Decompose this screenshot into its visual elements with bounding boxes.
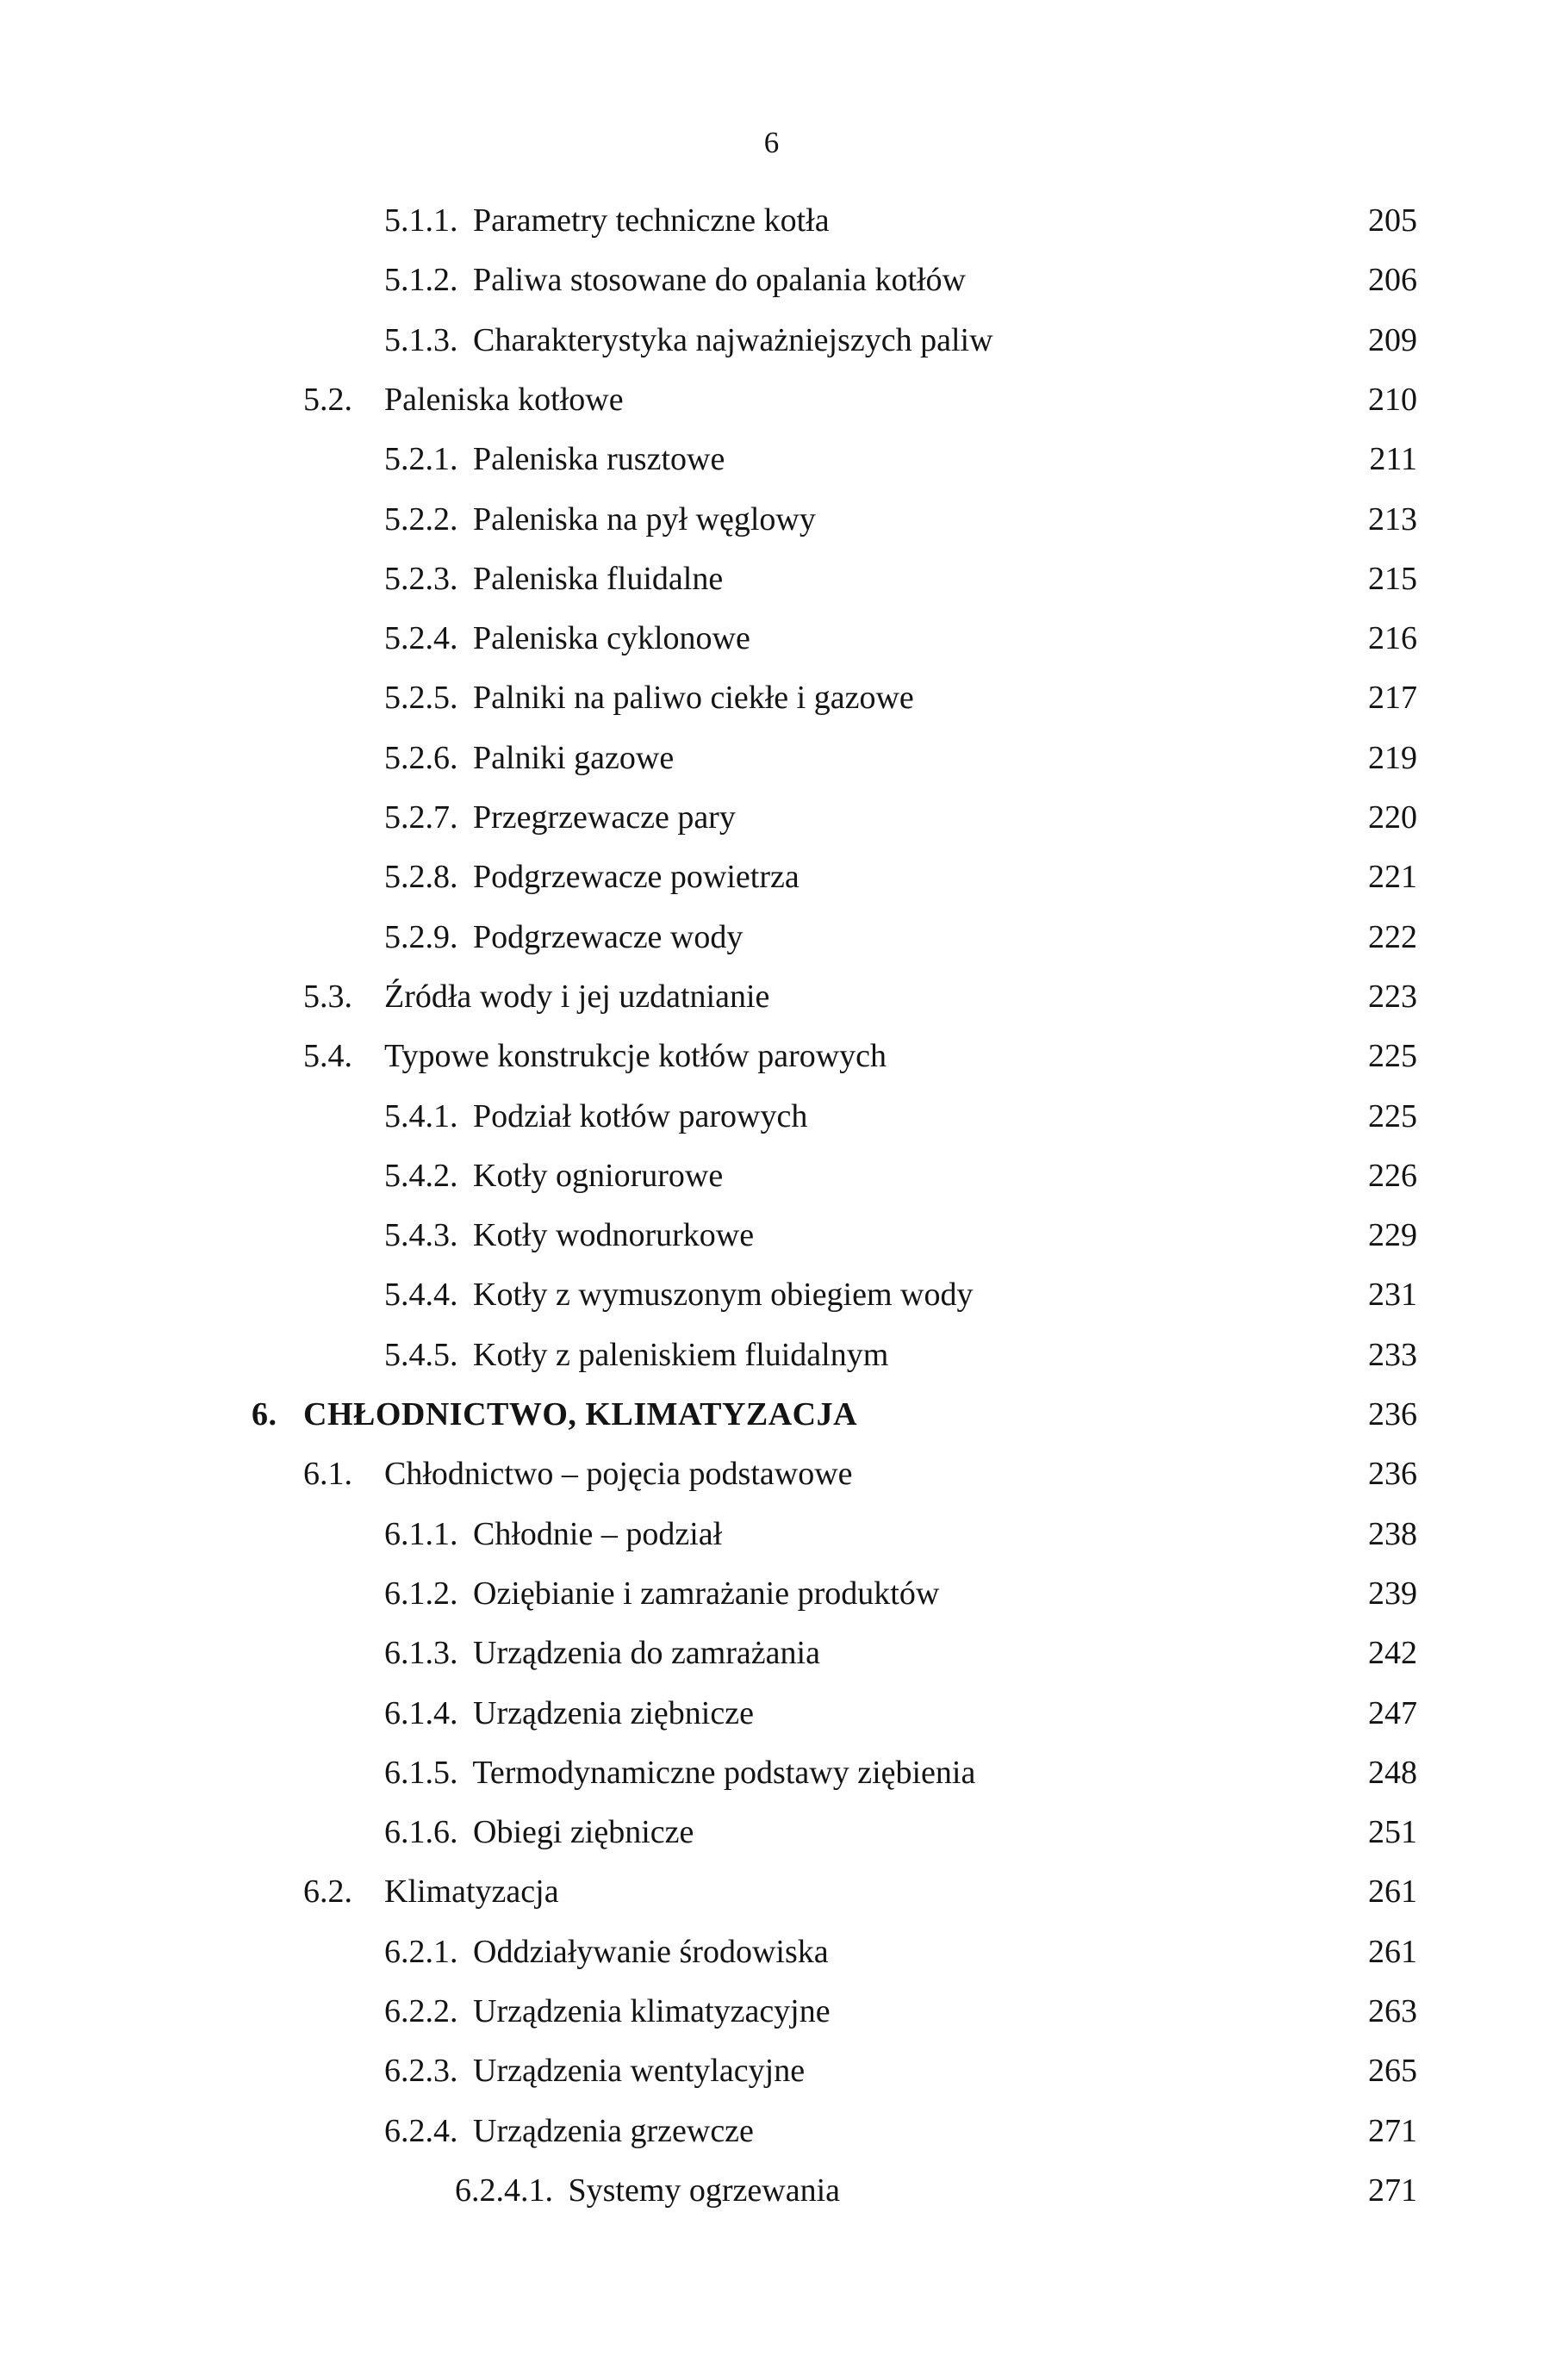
toc-entry [0,1810,1543,1855]
toc-entry-number: 6.1.3. [384,1635,458,1671]
toc-entry-text [252,1392,857,1437]
toc-entry-number: 6.2.1. [384,1934,458,1970]
toc-entry [0,377,1543,422]
toc-entry-text [384,1989,831,2034]
toc-entry-page-number: 205 [1368,202,1417,239]
toc-entry-text [384,1691,754,1736]
toc-entry-text [384,1333,888,1377]
toc-entry [0,437,1543,482]
toc-entry [0,736,1543,780]
toc-entry-text [384,915,743,960]
toc-entry [0,2109,1543,2153]
toc-entry-number: 5.2.2. [384,501,458,538]
toc-entry-page-number: 247 [1368,1695,1417,1731]
toc-entry [0,198,1543,243]
toc-entry-number: 5.2.5. [384,680,458,716]
toc-entry-text [384,1272,973,1317]
toc-entry [0,1272,1543,1317]
toc-entry-number: 6.2.3. [384,2053,458,2089]
toc-entry-page-number: 261 [1368,1934,1417,1970]
toc-entry [0,2048,1543,2093]
toc-entry-title: Podgrzewacze wody [473,919,744,955]
toc-entry [0,1631,1543,1675]
toc-entry-text [303,377,624,422]
toc-entry-number: 6.2.2. [384,1993,458,2029]
toc-entry [0,497,1543,542]
toc-entry-text [384,497,816,542]
toc-entry-text [303,1034,887,1078]
toc-entry-title: Typowe konstrukcje kotłów parowych [384,1038,887,1074]
toc-entry [0,1869,1543,1914]
toc-entry-title: Paleniska fluidalne [473,561,724,597]
toc-entry-title: Podgrzewacze powietrza [473,859,799,895]
toc-entry [0,795,1543,840]
toc-entry-title: Paleniska rusztowe [473,441,725,477]
toc-entry-page-number: 210 [1368,382,1417,418]
toc-entry-page-number: 211 [1369,441,1417,477]
toc-entry-title: Oddziaływanie środowiska [473,1934,829,1970]
toc-entry-page-number: 248 [1368,1755,1417,1791]
toc-entry-title: Urządzenia ziębnicze [473,1695,754,1731]
toc-entry-title: Chłodnie – podział [473,1516,723,1552]
toc-entry-text [384,854,799,899]
toc-entry-page-number: 219 [1368,740,1417,776]
toc-entry-page-number: 206 [1368,262,1417,298]
toc-entry [0,854,1543,899]
toc-entry-number: 5.1.1. [384,202,458,239]
toc-entry-title: CHŁODNICTWO, KLIMATYZACJA [303,1396,858,1432]
toc-entry-text [384,318,993,363]
toc-entry [0,1213,1543,1258]
toc-entry [0,1750,1543,1795]
toc-entry [0,675,1543,720]
toc-entry-page-number: 213 [1368,501,1417,538]
toc-entry-title: Paliwa stosowane do opalania kotłów [473,262,967,298]
toc-entry-title: Urządzenia do zamrażania [473,1635,820,1671]
toc-entry-title: Urządzenia klimatyzacyjne [473,1993,831,2029]
toc-entry-title: Kotły ogniorurowe [473,1158,724,1194]
toc-entry-page-number: 223 [1368,979,1417,1015]
toc-entry-number: 5.1.3. [384,322,458,358]
toc-entry [0,1333,1543,1377]
toc-entry-text [384,1571,939,1616]
toc-entry-text [384,2109,754,2153]
toc-entry-title: Urządzenia grzewcze [473,2113,754,2149]
toc-entry-page-number: 231 [1368,1277,1417,1313]
toc-entry-title: Paleniska kotłowe [384,382,624,418]
toc-entry-title: Przegrzewacze pary [473,799,736,836]
toc-entry-text [384,2048,805,2093]
toc-entry-text [303,1451,853,1496]
toc-entry-page-number: 263 [1368,1993,1417,2029]
toc-entry-title: Paleniska cyklonowe [473,620,750,656]
toc-entry-number: 5.2.1. [384,441,458,477]
toc-entry-text [384,1750,975,1795]
toc-entry-title: Kotły wodnorurkowe [473,1217,755,1253]
toc-entry-number: 5.4.2. [384,1158,458,1194]
toc-entry-page-number: 233 [1368,1337,1417,1373]
toc-entry-number: 5.2.4. [384,620,458,656]
toc-entry [0,556,1543,601]
toc-entry-number: 6.1.1. [384,1516,458,1552]
toc-entry-title: Klimatyzacja [384,1874,559,1910]
toc-entry-text [384,1512,722,1557]
toc-entry-title: Paleniska na pył węglowy [473,501,816,538]
toc-entry-title: Oziębianie i zamrażanie produktów [473,1575,940,1612]
toc-entry-number: 5.4.5. [384,1337,458,1373]
toc-entry-title: Kotły z wymuszonym obiegiem wody [473,1277,974,1313]
toc-entry-page-number: 215 [1368,561,1417,597]
toc-entry-number: 5.4.3. [384,1217,458,1253]
toc-entry-number: 6.1.2. [384,1575,458,1612]
toc-entry-number: 5.2.6. [384,740,458,776]
toc-entry-text [384,198,830,243]
toc-entry-page-number: 222 [1368,919,1417,955]
toc-entry-number: 5.2.8. [384,859,458,895]
toc-entry [0,1691,1543,1736]
page-number: 6 [763,126,780,159]
toc-entry [0,616,1543,661]
toc-entry-text [384,736,674,780]
toc-entry-page-number: 238 [1368,1516,1417,1552]
toc-entry [0,1571,1543,1616]
toc-entry-page-number: 221 [1368,859,1417,895]
toc-entry-title: Kotły z paleniskiem fluidalnym [473,1337,889,1373]
toc-entry-text [303,974,769,1019]
toc-entry-number: 5.4. [303,1038,352,1074]
toc-entry [0,318,1543,363]
toc-entry-text [384,675,914,720]
toc-entry-text [384,258,966,302]
toc-entry-text [384,437,725,482]
toc-entry [0,1451,1543,1496]
toc-entry [0,1512,1543,1557]
toc-entry-page-number: 251 [1368,1814,1417,1850]
toc-entry-page-number: 209 [1368,322,1417,358]
toc-entry-title: Chłodnictwo – pojęcia podstawowe [384,1456,853,1492]
toc-entry [0,1094,1543,1139]
toc-entry-page-number: 217 [1368,680,1417,716]
toc-entry [0,1392,1543,1437]
toc-entry-page-number: 265 [1368,2053,1417,2089]
toc-entry-number: 5.3. [303,979,352,1015]
toc-entry-page-number: 220 [1368,799,1417,836]
toc-entry-text [455,2168,840,2213]
toc-entry-number: 5.2.7. [384,799,458,836]
toc-entry [0,974,1543,1019]
toc-entry-page-number: 229 [1368,1217,1417,1253]
toc-entry-title: Charakterystyka najważniejszych paliw [473,322,993,358]
toc-entry-page-number: 225 [1368,1038,1417,1074]
toc-entry-text [384,1929,829,1974]
toc-entry [0,258,1543,302]
toc-entry [0,1989,1543,2034]
toc-entry-text [384,1810,694,1855]
toc-entry-page-number: 271 [1368,2172,1417,2209]
toc-entry-number: 5.2.9. [384,919,458,955]
toc-entry-title: Parametry techniczne kotła [473,202,830,239]
toc-entry-number: 6.1.4. [384,1695,458,1731]
toc-entry-number: 6.1.5. [384,1755,458,1791]
toc-entry-page-number: 226 [1368,1158,1417,1194]
toc-entry-page-number: 225 [1368,1098,1417,1134]
toc-entry [0,2168,1543,2213]
toc-entry-text [384,795,736,840]
toc-entry-number: 5.2. [303,382,352,418]
toc-entry-text [384,556,723,601]
toc-entry-number: 6.2.4. [384,2113,458,2149]
toc-entry-page-number: 236 [1368,1396,1417,1432]
toc-entry-text [384,1213,754,1258]
toc-entry-number: 6. [252,1396,277,1432]
toc-entry-title: Systemy ogrzewania [568,2172,841,2209]
toc-entry [0,1929,1543,1974]
toc-entry-text [303,1869,559,1914]
toc-entry-number: 5.4.4. [384,1277,458,1313]
toc-entry-page-number: 271 [1368,2113,1417,2149]
toc-entry-text [384,1631,820,1675]
toc-entry-title: Palniki gazowe [473,740,675,776]
toc-entry-text [384,1153,723,1198]
toc-entry-title: Palniki na paliwo ciekłe i gazowe [473,680,914,716]
toc-entry-title: Źródła wody i jej uzdatnianie [384,979,770,1015]
toc-entry [0,1153,1543,1198]
toc-entry-text [384,1094,807,1139]
toc-entry-page-number: 216 [1368,620,1417,656]
toc-entry [0,915,1543,960]
toc-entry-number: 5.2.3. [384,561,458,597]
toc-entry-number: 6.2.4.1. [455,2172,553,2209]
toc-entry [0,1034,1543,1078]
toc-entry-title: Obiegi ziębnicze [473,1814,694,1850]
toc-entry-page-number: 236 [1368,1456,1417,1492]
toc-entry-number: 6.1.6. [384,1814,458,1850]
toc-entry-number: 6.2. [303,1874,352,1910]
toc-entry-title: Podział kotłów parowych [473,1098,808,1134]
toc-entry-page-number: 242 [1368,1635,1417,1671]
toc-entry-page-number: 261 [1368,1874,1417,1910]
toc-entry-title: Termodynamiczne podstawy ziębienia [472,1755,976,1791]
toc-entry-title: Urządzenia wentylacyjne [473,2053,806,2089]
toc-entry-text [384,616,750,661]
toc-entry-number: 5.4.1. [384,1098,458,1134]
toc-entry-number: 6.1. [303,1456,352,1492]
toc-entry-number: 5.1.2. [384,262,458,298]
toc-entry-page-number: 239 [1368,1575,1417,1612]
